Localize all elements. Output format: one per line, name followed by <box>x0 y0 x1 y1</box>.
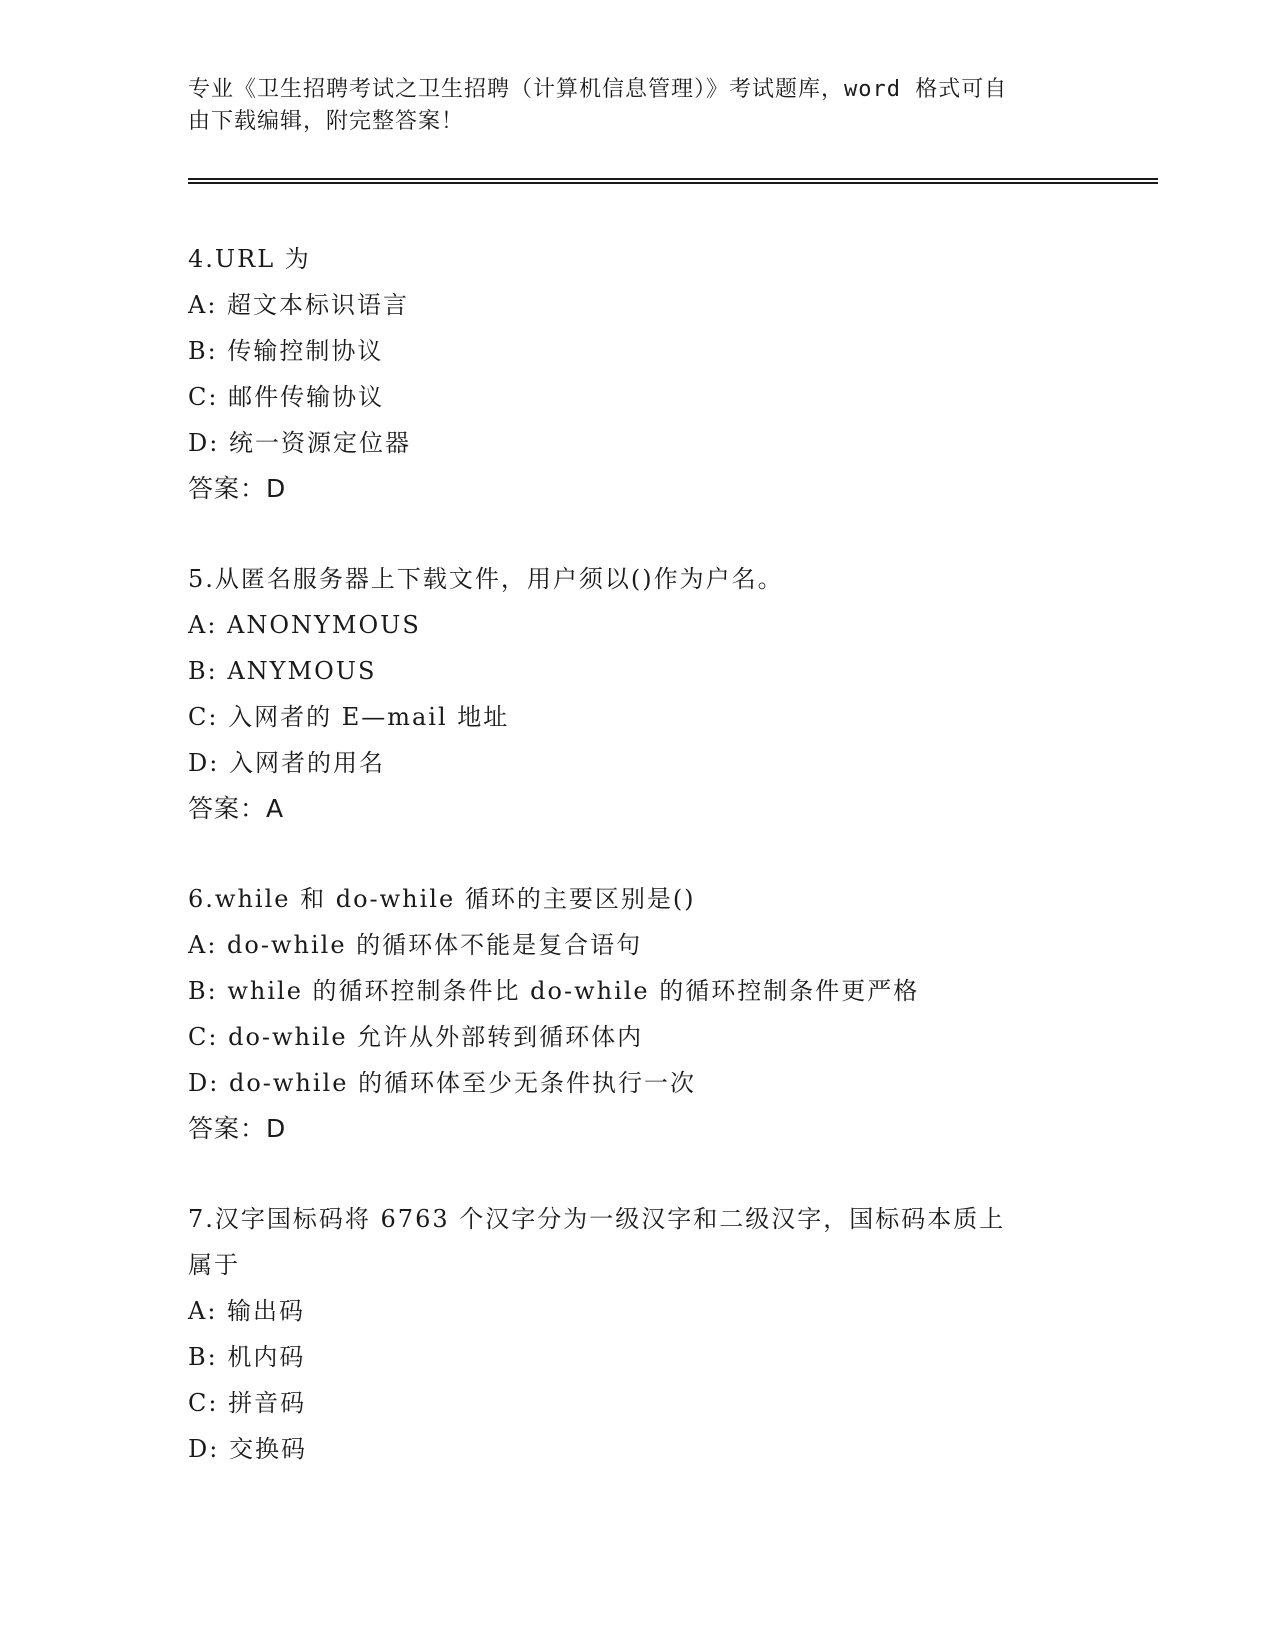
option-c: C: do-while 允许从外部转到循环体内 <box>188 1023 644 1051</box>
question-5 <box>188 556 1088 832</box>
option-c: C: 邮件传输协议 <box>188 383 385 411</box>
option-a: A: 超文本标识语言 <box>188 291 410 319</box>
question-7 <box>188 1196 1088 1472</box>
question-title: 5.从匿名服务器上下载文件，用户须以()作为户名。 <box>188 565 784 593</box>
answer: 答案：D <box>188 1114 287 1143</box>
option-b: B: ANYMOUS <box>188 657 377 685</box>
option-b: B: while 的循环控制条件比 do-while 的循环控制条件更严格 <box>188 977 920 1005</box>
option-b: B: 传输控制协议 <box>188 337 384 365</box>
option-b: B: 机内码 <box>188 1343 306 1371</box>
option-d: D: 交换码 <box>188 1435 307 1463</box>
question-title-line-2: 属于 <box>188 1251 240 1279</box>
question-title: 4.URL 为 <box>188 245 311 273</box>
option-d: D: 统一资源定位器 <box>188 429 411 457</box>
option-c: C: 入网者的 E—mail 地址 <box>188 703 510 731</box>
header-line-1: 专业《卫生招聘考试之卫生招聘（计算机信息管理）》考试题库，word 格式可自 <box>188 77 1008 102</box>
question-4 <box>188 236 1088 512</box>
option-a: A: 输出码 <box>188 1297 306 1325</box>
question-list <box>188 236 1088 1516</box>
option-a: A: ANONYMOUS <box>188 611 421 639</box>
option-c: C: 拼音码 <box>188 1389 307 1417</box>
header-line-2: 由下载编辑，附完整答案！ <box>188 109 465 134</box>
option-a: A: do-while 的循环体不能是复合语句 <box>188 931 643 959</box>
question-6 <box>188 876 1088 1152</box>
question-title: 6.while 和 do-while 循环的主要区别是() <box>188 885 696 913</box>
question-title-line-1: 7.汉字国标码将 6763 个汉字分为一级汉字和二级汉字，国标码本质上 <box>188 1205 1006 1233</box>
answer: 答案：A <box>188 794 285 823</box>
option-d: D: do-while 的循环体至少无条件执行一次 <box>188 1069 697 1097</box>
option-d: D: 入网者的用名 <box>188 749 385 777</box>
header-divider <box>188 178 1158 184</box>
document-header <box>188 74 1068 138</box>
answer: 答案：D <box>188 474 287 503</box>
